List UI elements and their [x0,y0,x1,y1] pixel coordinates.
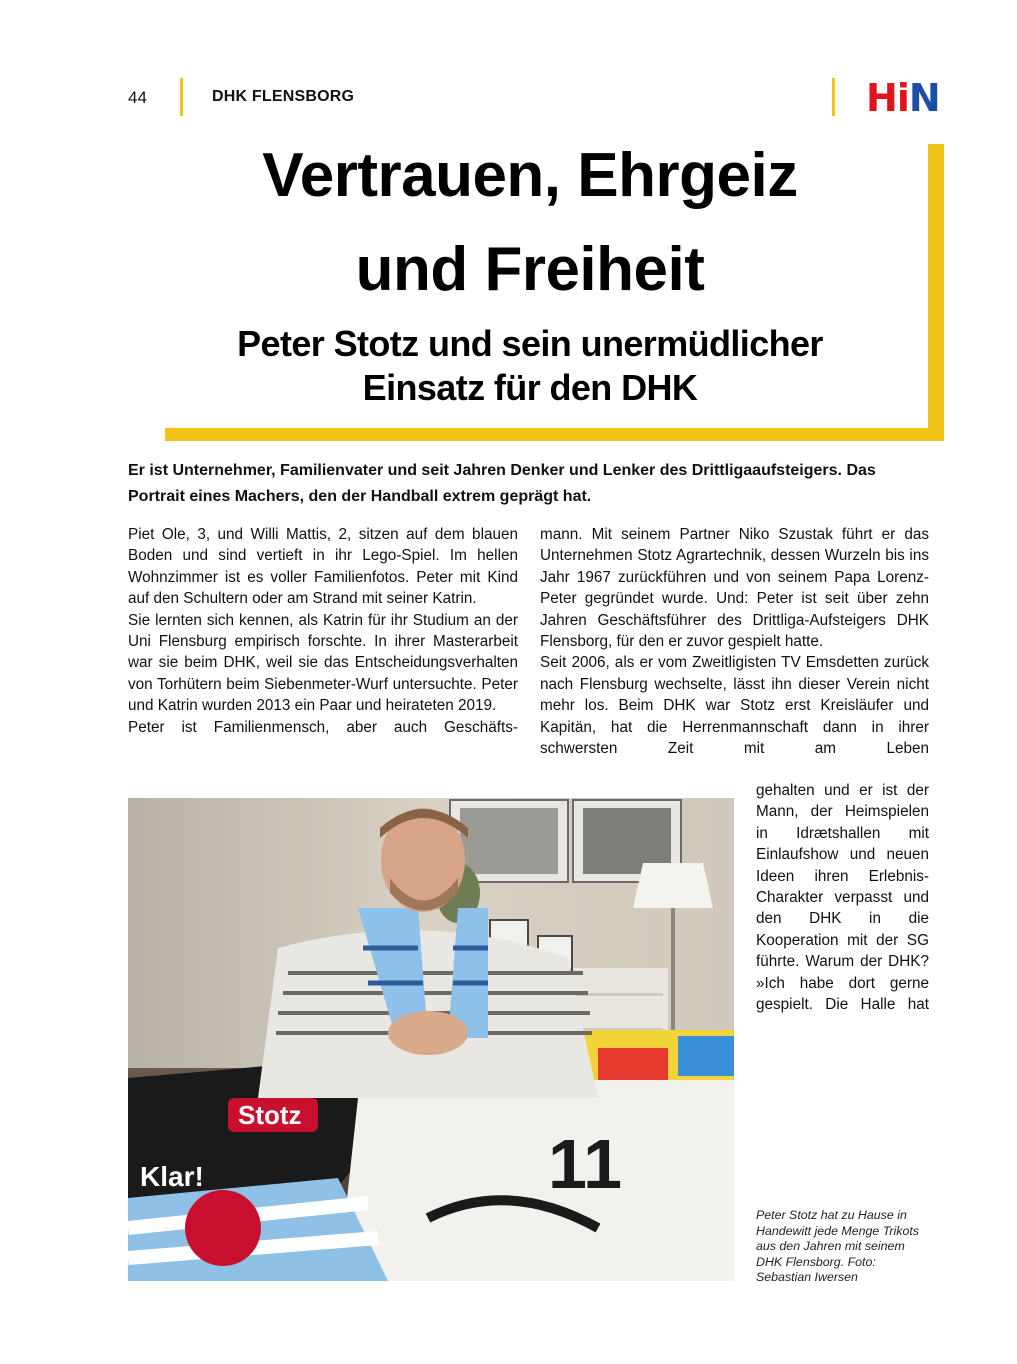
body-paragraph: gehalten und er ist der Mann, der Heimspielen in Idrætshallen mit Einlaufshow und neuen Ideen ihren Erlebnis-Charakter verpasst und den DHK in die Kooperation mit der SG führte. Warum der DHK? »Ich habe dort gerne gespielt. Die Halle hat [756,782,929,1014]
article-photo [128,798,734,1281]
body-paragraph: Seit 2006, als er vom Zweitligisten TV Emsdetten zurück nach Flensburg wechselte, lässt ihn dieser Verein nicht mehr los. Beim DHK war Stotz erst Kreisläufer und Kapitän, hat die Herrenmannschaft dann in ihrer schwersten Zeit mit am Leben [540,654,929,758]
subheadline-line-2: Einsatz für den DHK [362,367,698,408]
body-column-3 [756,780,929,1015]
headline-frame-right [928,144,944,441]
body-paragraph: Sie lernten sich kennen, als Katrin für ihr Studium an der Uni Flensburg empirisch forschte. In ihrer Masterarbeit war sie beim DHK, weil sie das Entscheidungsverhalten von Torhütern beim Siebenmeter-Wurf untersuchte. Peter und Katrin wurden 2013 ein Paar und heirateten 2019. [128,611,518,715]
jersey-sponsor-2: Klar! [140,1161,204,1192]
photo-illustration [128,798,734,1281]
headline-line-1: Vertrauen, Ehrgeiz [262,141,798,210]
body-column-2 [540,524,929,759]
page-number: 44 [128,88,147,107]
jersey-number: 11 [548,1125,622,1203]
jersey-sponsor-1: Stotz [238,1100,302,1130]
header-divider-left [180,78,183,116]
section-title: DHK FLENSBORG [212,88,355,105]
body-paragraph: Piet Ole, 3, und Willi Mattis, 2, sitzen auf dem blauen Boden und sind vertieft in ihr Lego-Spiel. Im hellen Wohnzimmer ist es voller Familienfotos. Peter mit Kind auf den Schultern oder am Strand mit seiner Katrin. [128,526,518,608]
lead-paragraph: Er ist Unternehmer, Familienvater und seit Jahren Denker und Lenker des Drittligaaufsteigers. Das Portrait eines Machers, den der Handball extrem geprägt hat. [128,462,876,505]
headline-frame-bottom [165,428,944,441]
body-paragraph: mann. Mit seinem Partner Niko Szustak führt er das Unternehmen Stotz Agrartechnik, dessen Wurzeln bis ins Jahr 1967 zurückführen und von seinem Papa Lorenz-Peter gegründet wurde. Und: Peter ist seit über zehn Jahren Geschäftsführer des Drittliga-Aufsteigers DHK Flensborg, für den er zuvor gespielt hatte. [540,526,929,651]
photo-caption: Peter Stotz hat zu Hause in Handewitt jede Menge Trikots aus den Jahren mit seinem DHK Flensborg. Foto: Sebastian Iwersen [756,1208,919,1285]
subheadline-line-1: Peter Stotz und sein unermüdlicher [237,323,823,364]
body-paragraph: Peter ist Familienmensch, aber auch Geschäfts- [128,718,518,736]
hin-logo: HiN [866,76,940,120]
headline-line-2: und Freiheit [355,235,705,304]
header-divider-right [832,78,835,116]
body-column-1 [128,524,518,738]
